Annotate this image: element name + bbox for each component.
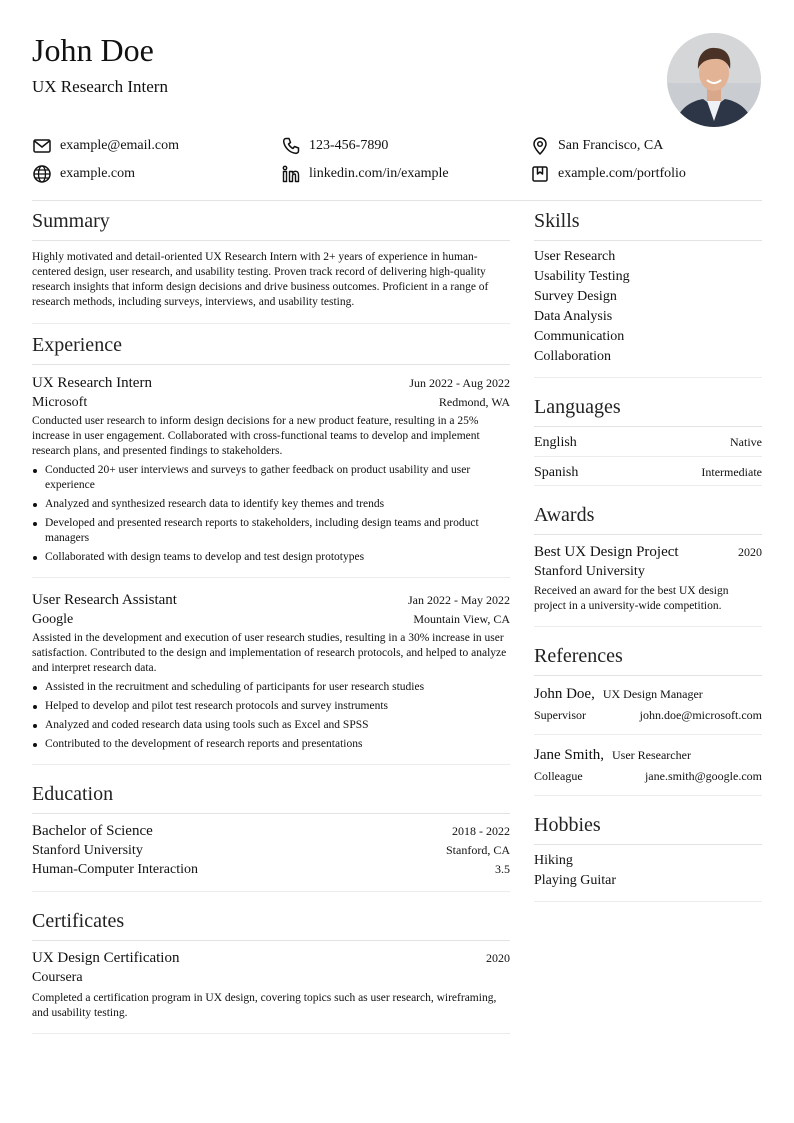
skill-item: Collaboration bbox=[534, 349, 611, 364]
skill-item: Usability Testing bbox=[534, 269, 630, 284]
skill-item: Survey Design bbox=[534, 289, 617, 304]
hobbies-section bbox=[534, 796, 762, 902]
map-pin-icon bbox=[530, 136, 550, 156]
education-section bbox=[32, 765, 510, 892]
reference-relation: Supervisor bbox=[534, 708, 586, 722]
language-item bbox=[534, 427, 762, 456]
job-dates: Jun 2022 - Aug 2022 bbox=[409, 376, 510, 390]
school-location: Stanford, CA bbox=[446, 843, 510, 857]
job-description: Conducted user research to inform design decisions for a new product feature, resulting in a 25% increase in user engagement. Collaborated with cross-functional teams to develop and implement research plans, and presented findings to stakeholders. bbox=[32, 415, 480, 457]
skill-item: Communication bbox=[534, 329, 625, 344]
reference-email[interactable]: john.doe@microsoft.com bbox=[639, 708, 762, 722]
mail-icon bbox=[32, 136, 52, 156]
hobbies-heading: Hobbies bbox=[534, 796, 762, 845]
award-description: Received an award for the best UX design project in a university-wide competition. bbox=[534, 585, 729, 612]
certificate-name: UX Design Certification bbox=[32, 950, 180, 966]
hobby-item: Playing Guitar bbox=[534, 873, 617, 888]
language-level: Intermediate bbox=[701, 465, 762, 479]
profile-photo bbox=[667, 33, 761, 127]
award-issuer: Stanford University bbox=[534, 564, 645, 579]
job-bullets bbox=[32, 463, 510, 565]
references-section bbox=[534, 627, 762, 796]
list-item: Conducted 20+ user interviews and surveys to gather feedback on product usability and user experience bbox=[32, 463, 510, 493]
contact-portfolio[interactable] bbox=[530, 164, 686, 184]
experience-section bbox=[32, 324, 510, 765]
job-description: Assisted in the development and execution of user research studies, resulting in a 30% increase in user satisfaction. Contributed to the design and implementation of research protocols, and helped to analyze and interpret research data. bbox=[32, 632, 507, 674]
education-dates: 2018 - 2022 bbox=[452, 824, 510, 838]
certificate-description: Completed a certification program in UX design, covering topics such as user research, wireframing, and usability testing. bbox=[32, 992, 497, 1019]
contact-website-text: example.com bbox=[60, 166, 136, 181]
language-item bbox=[534, 456, 762, 485]
experience-item-google bbox=[32, 578, 510, 765]
awards-heading: Awards bbox=[534, 486, 762, 535]
list-item: Assisted in the recruitment and scheduling of participants for user research studies bbox=[32, 680, 510, 695]
certificates-heading: Certificates bbox=[32, 892, 510, 941]
skills-heading: Skills bbox=[534, 200, 762, 241]
experience-heading: Experience bbox=[32, 324, 510, 365]
contact-location-text: San Francisco, CA bbox=[558, 138, 664, 153]
list-item: Helped to develop and pilot test research protocols and survey instruments bbox=[32, 699, 510, 714]
globe-icon bbox=[32, 164, 52, 184]
job-dates: Jan 2022 - May 2022 bbox=[408, 593, 510, 607]
job-bullets bbox=[32, 680, 510, 752]
education-heading: Education bbox=[32, 765, 510, 814]
job-role: UX Research Intern bbox=[32, 375, 152, 391]
candidate-title: UX Research Intern bbox=[32, 77, 168, 96]
linkedin-icon bbox=[281, 164, 301, 184]
sidebar-column bbox=[534, 200, 762, 902]
contact-linkedin-text: linkedin.com/in/example bbox=[309, 166, 449, 181]
summary-heading: Summary bbox=[32, 200, 510, 241]
list-item: Collaborated with design teams to develop and test design prototypes bbox=[32, 550, 510, 565]
job-location: Mountain View, CA bbox=[413, 612, 510, 626]
list-item: Analyzed and coded research data using tools such as Excel and SPSS bbox=[32, 718, 510, 733]
reference-name: Jane Smith, bbox=[534, 747, 604, 763]
portfolio-icon bbox=[530, 164, 550, 184]
reference-position: UX Design Manager bbox=[602, 687, 703, 701]
skill-item: User Research bbox=[534, 249, 616, 264]
reference-relation: Colleague bbox=[534, 769, 583, 783]
school: Stanford University bbox=[32, 843, 143, 858]
hobby-item: Hiking bbox=[534, 853, 573, 868]
awards-section bbox=[534, 486, 762, 627]
reference-item bbox=[534, 676, 762, 735]
main-column bbox=[32, 200, 510, 1034]
language-name: Spanish bbox=[534, 465, 579, 480]
contact-location bbox=[530, 136, 663, 156]
degree: Bachelor of Science bbox=[32, 823, 153, 839]
references-heading: References bbox=[534, 627, 762, 676]
reference-name: John Doe, bbox=[534, 686, 595, 702]
job-location: Redmond, WA bbox=[438, 395, 510, 409]
skills-section bbox=[534, 200, 762, 378]
award-name: Best UX Design Project bbox=[534, 544, 679, 560]
phone-icon bbox=[281, 136, 301, 156]
contact-email-text: example@email.com bbox=[60, 138, 180, 153]
reference-position: User Researcher bbox=[612, 748, 691, 762]
list-item: Developed and presented research reports to stakeholders, including design teams and product managers bbox=[32, 516, 510, 546]
gpa: 3.5 bbox=[495, 862, 510, 876]
job-company: Microsoft bbox=[32, 395, 88, 410]
job-company: Google bbox=[32, 612, 74, 627]
reference-item bbox=[534, 735, 762, 796]
contact-portfolio-text: example.com/portfolio bbox=[558, 166, 686, 181]
summary-section bbox=[32, 200, 510, 324]
contact-phone-text: 123-456-7890 bbox=[309, 138, 389, 153]
language-name: English bbox=[534, 435, 577, 450]
certificate-year: 2020 bbox=[486, 951, 510, 965]
contact-linkedin[interactable] bbox=[281, 164, 449, 184]
certificate-issuer: Coursera bbox=[32, 970, 83, 985]
list-item: Contributed to the development of research reports and presentations bbox=[32, 737, 510, 752]
field-of-study: Human-Computer Interaction bbox=[32, 862, 199, 877]
summary-text: Highly motivated and detail-oriented UX Research Intern with 2+ years of experience in human-centered design, user research, and usability testing. Proven track record of delivering high-quality research insights that inform design decisions and drive business outcomes. Proficient in a range of research methods, including surveys, interviews, and usability testing. bbox=[32, 251, 489, 308]
languages-heading: Languages bbox=[534, 378, 762, 427]
list-item: Analyzed and synthesized research data to identify key themes and trends bbox=[32, 497, 510, 512]
candidate-name: John Doe bbox=[32, 32, 154, 68]
skill-item: Data Analysis bbox=[534, 309, 613, 324]
language-level: Native bbox=[730, 435, 762, 449]
award-year: 2020 bbox=[738, 545, 762, 559]
job-role: User Research Assistant bbox=[32, 592, 177, 608]
languages-section bbox=[534, 378, 762, 486]
contact-email[interactable] bbox=[32, 136, 179, 156]
certificates-section bbox=[32, 892, 510, 1034]
contact-phone[interactable] bbox=[281, 136, 388, 156]
contact-website[interactable] bbox=[32, 164, 135, 184]
reference-email[interactable]: jane.smith@google.com bbox=[644, 769, 762, 783]
experience-item-microsoft bbox=[32, 365, 510, 578]
